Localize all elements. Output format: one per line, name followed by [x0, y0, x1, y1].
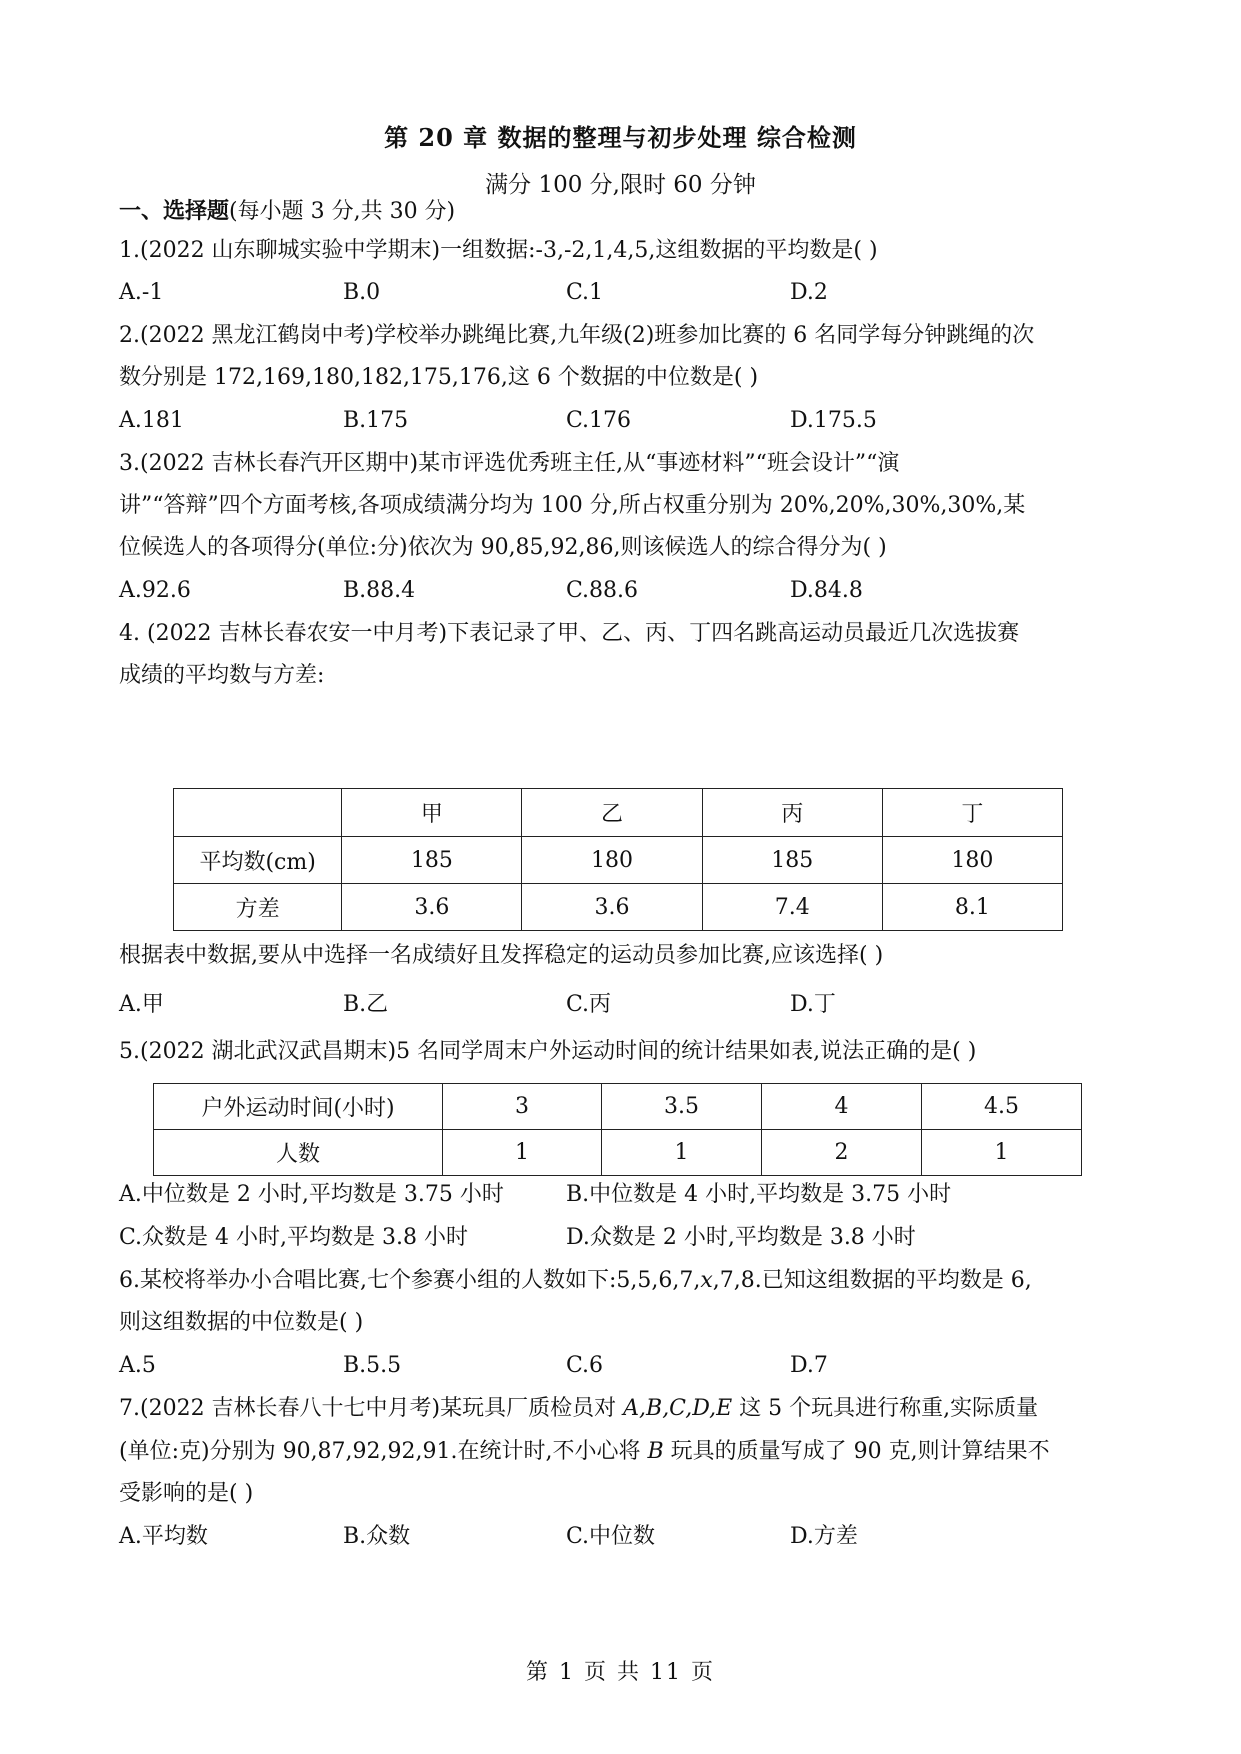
q7-text-part: 这 5 个玩具进行称重,实际质量	[732, 1396, 1039, 1421]
table-cell: 1	[601, 1130, 761, 1176]
question-7-text-line1	[119, 1394, 1038, 1424]
q7-option-c: C.中位数	[566, 1524, 656, 1549]
question-7-text-line2	[119, 1437, 1050, 1467]
q6-text-part: 6.某校将举办小合唱比赛,七个参赛小组的人数如下:5,5,6,7,	[119, 1268, 701, 1293]
question-2-text-line1: 2.(2022 黑龙江鹤岗中考)学校举办跳绳比赛,九年级(2)班参加比赛的 6 名同学每分钟跳绳的次	[119, 323, 1035, 348]
q7-variables: A,B,C,D,E	[623, 1396, 733, 1421]
q6-option-a: A.5	[119, 1353, 156, 1378]
table-header-cell: 丁	[882, 789, 1062, 837]
q4-option-d: D.丁	[790, 992, 836, 1017]
question-7-text-line3: 受影响的是( )	[119, 1481, 254, 1506]
q7-option-b: B.众数	[343, 1524, 411, 1549]
q6-option-b: B.5.5	[343, 1353, 402, 1378]
table-row	[174, 884, 1063, 931]
question-4-text-line1: 4. (2022 吉林长春农安一中月考)下表记录了甲、乙、丙、丁四名跳高运动员最近几次选拔赛	[119, 621, 1020, 646]
q1-option-d: D.2	[790, 280, 828, 305]
table-cell: 7.4	[702, 884, 882, 931]
question-6-text-line1	[119, 1266, 1032, 1296]
table-cell: 3.6	[522, 884, 702, 931]
section-title: 一、选择题	[119, 198, 230, 224]
table-cell: 1	[921, 1130, 1081, 1176]
table-row	[154, 1130, 1082, 1176]
question-3-text-line1: 3.(2022 吉林长春汽开区期中)某市评选优秀班主任,从“事迹材料”“班会设计”“演	[119, 451, 900, 476]
table-row	[154, 1084, 1082, 1130]
question-4-text-line3: 根据表中数据,要从中选择一名成绩好且发挥稳定的运动员参加比赛,应该选择( )	[119, 943, 884, 968]
q4-option-c: C.丙	[566, 992, 612, 1017]
q1-option-c: C.1	[566, 280, 604, 305]
section-note: (每小题 3 分,共 30 分)	[229, 199, 456, 224]
table-cell: 4.5	[921, 1084, 1081, 1130]
page-subtitle: 满分 100 分,限时 60 分钟	[485, 172, 756, 198]
table-header-cell: 乙	[522, 789, 702, 837]
q6-option-c: C.6	[566, 1353, 604, 1378]
question-4-text-line2: 成绩的平均数与方差:	[119, 663, 325, 688]
q4-option-b: B.乙	[343, 992, 389, 1017]
athlete-stats-table	[173, 788, 1063, 931]
table-cell: 1	[443, 1130, 602, 1176]
table-header-cell: 丙	[702, 789, 882, 837]
question-2-text-line2: 数分别是 172,169,180,182,175,176,这 6 个数据的中位数是( )	[119, 365, 759, 390]
table-cell: 180	[882, 837, 1062, 884]
table-cell: 3.5	[601, 1084, 761, 1130]
q2-option-d: D.175.5	[790, 408, 877, 433]
table-cell	[174, 789, 342, 837]
question-1-text: 1.(2022 山东聊城实验中学期末)一组数据:-3,-2,1,4,5,这组数据的平均数是( )	[119, 238, 878, 263]
section-heading	[119, 196, 455, 227]
q7-variable: B	[647, 1439, 664, 1464]
q6-variable: x	[700, 1268, 713, 1293]
table-cell: 3.6	[342, 884, 522, 931]
q5-option-d: D.众数是 2 小时,平均数是 3.8 小时	[566, 1225, 916, 1250]
page-title: 第 20 章 数据的整理与初步处理 综合检测	[384, 123, 857, 152]
page-number: 第 1 页 共 11 页	[526, 1660, 715, 1685]
question-6-text-line2: 则这组数据的中位数是( )	[119, 1310, 364, 1335]
table-row-label: 平均数(cm)	[174, 837, 342, 884]
table-header-row	[174, 789, 1063, 837]
q3-option-a: A.92.6	[119, 578, 191, 603]
q3-option-c: C.88.6	[566, 578, 639, 603]
q2-option-c: C.176	[566, 408, 632, 433]
q5-option-c: C.众数是 4 小时,平均数是 3.8 小时	[119, 1225, 468, 1250]
q7-text-part: 玩具的质量写成了 90 克,则计算结果不	[663, 1439, 1050, 1464]
q5-option-b: B.中位数是 4 小时,平均数是 3.75 小时	[566, 1182, 952, 1207]
table-row-label: 户外运动时间(小时)	[154, 1084, 443, 1130]
outdoor-time-table	[153, 1083, 1082, 1176]
q2-option-a: A.181	[119, 408, 184, 433]
q7-option-d: D.方差	[790, 1524, 858, 1549]
table-cell: 3	[443, 1084, 602, 1130]
question-3-text-line2: 讲”“答辩”四个方面考核,各项成绩满分均为 100 分,所占权重分别为 20%,20%,30%,30%,某	[119, 493, 1026, 518]
q1-option-b: B.0	[343, 280, 381, 305]
q3-option-d: D.84.8	[790, 578, 863, 603]
table-cell: 180	[522, 837, 702, 884]
table-cell: 185	[342, 837, 522, 884]
question-3-text-line3: 位候选人的各项得分(单位:分)依次为 90,85,92,86,则该候选人的综合得分为( )	[119, 535, 887, 560]
q2-option-b: B.175	[343, 408, 409, 433]
table-cell: 2	[762, 1130, 922, 1176]
question-5-text: 5.(2022 湖北武汉武昌期末)5 名同学周末户外运动时间的统计结果如表,说法正确的是( )	[119, 1039, 977, 1064]
q7-option-a: A.平均数	[119, 1524, 208, 1549]
q7-text-part: (单位:克)分别为 90,87,92,92,91.在统计时,不小心将	[119, 1439, 648, 1464]
table-cell: 8.1	[882, 884, 1062, 931]
table-cell: 4	[762, 1084, 922, 1130]
q1-option-a: A.-1	[119, 280, 164, 305]
table-cell: 185	[702, 837, 882, 884]
table-row-label: 方差	[174, 884, 342, 931]
table-row-label: 人数	[154, 1130, 443, 1176]
q7-text-part: 7.(2022 吉林长春八十七中月考)某玩具厂质检员对	[119, 1396, 624, 1421]
table-header-cell: 甲	[342, 789, 522, 837]
q5-option-a: A.中位数是 2 小时,平均数是 3.75 小时	[119, 1182, 504, 1207]
table-row	[174, 837, 1063, 884]
q6-option-d: D.7	[790, 1353, 828, 1378]
q4-option-a: A.甲	[119, 992, 164, 1017]
q6-text-part: ,7,8.已知这组数据的平均数是 6,	[712, 1268, 1032, 1293]
q3-option-b: B.88.4	[343, 578, 416, 603]
